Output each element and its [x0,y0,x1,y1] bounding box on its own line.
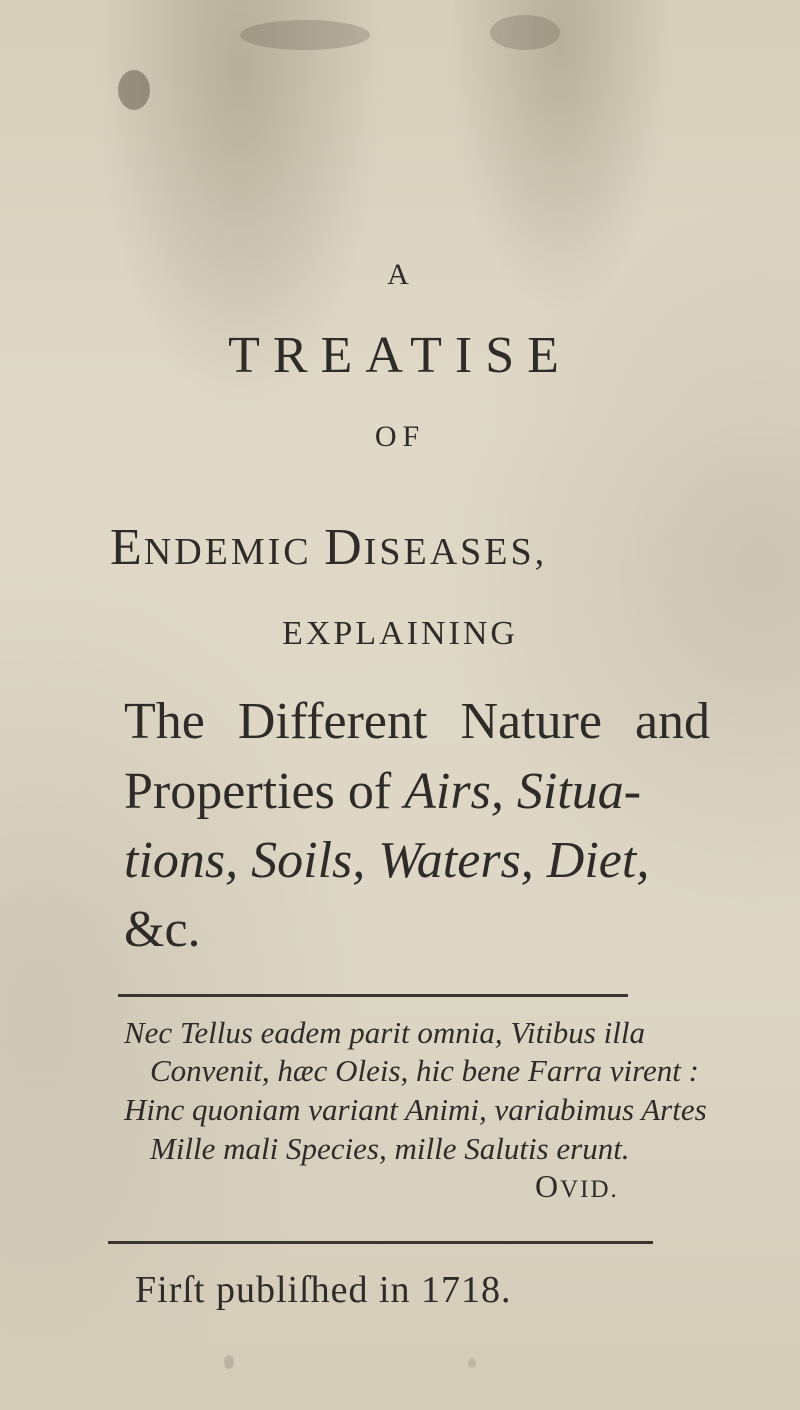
foxing-stain [224,1355,234,1369]
article-a: A [387,258,413,291]
divider-rule-top [118,994,628,997]
body-line-2 [124,762,641,821]
body-line-2-roman: Properties of [124,763,405,820]
foxing-stain [490,15,560,50]
motto-line-2: Convenit, hæc Oleis, hic bene Farra virent : [150,1053,699,1088]
main-title: TREATISE [228,327,572,384]
explaining-line: EXPLAINING [282,615,518,652]
subject-rest-ndemic: NDEMIC [143,531,325,573]
foxing-stain [240,20,370,50]
body-line-2-italic: Airs, Situa- [404,763,642,820]
subject-initial-e: E [110,519,144,576]
of-line: OF [374,420,426,453]
attribution-rest: VID. [560,1176,619,1203]
motto-attribution [535,1168,619,1205]
foxing-stain [468,1358,476,1368]
imprint-line: Firſt publiſhed in 1718. [135,1269,512,1311]
body-line-4: &c. [124,901,201,958]
subject-rest-iseases: ISEASES, [363,531,548,573]
attribution-initial: O [535,1168,561,1204]
divider-rule-bottom [108,1241,653,1244]
subject-title [110,518,547,577]
body-line-3: tions, Soils, Waters, Diet, [124,832,650,889]
subject-initial-d: D [324,519,364,576]
motto-line-4: Mille mali Species, mille Salutis erunt. [150,1131,630,1166]
motto-line-1: Nec Tellus eadem parit omnia, Vitibus illa [124,1015,645,1050]
body-line-1: The Different Nature and [124,693,711,750]
foxing-stain [118,70,150,110]
motto-line-3: Hinc quoniam variant Animi, variabimus Artes [124,1092,707,1127]
